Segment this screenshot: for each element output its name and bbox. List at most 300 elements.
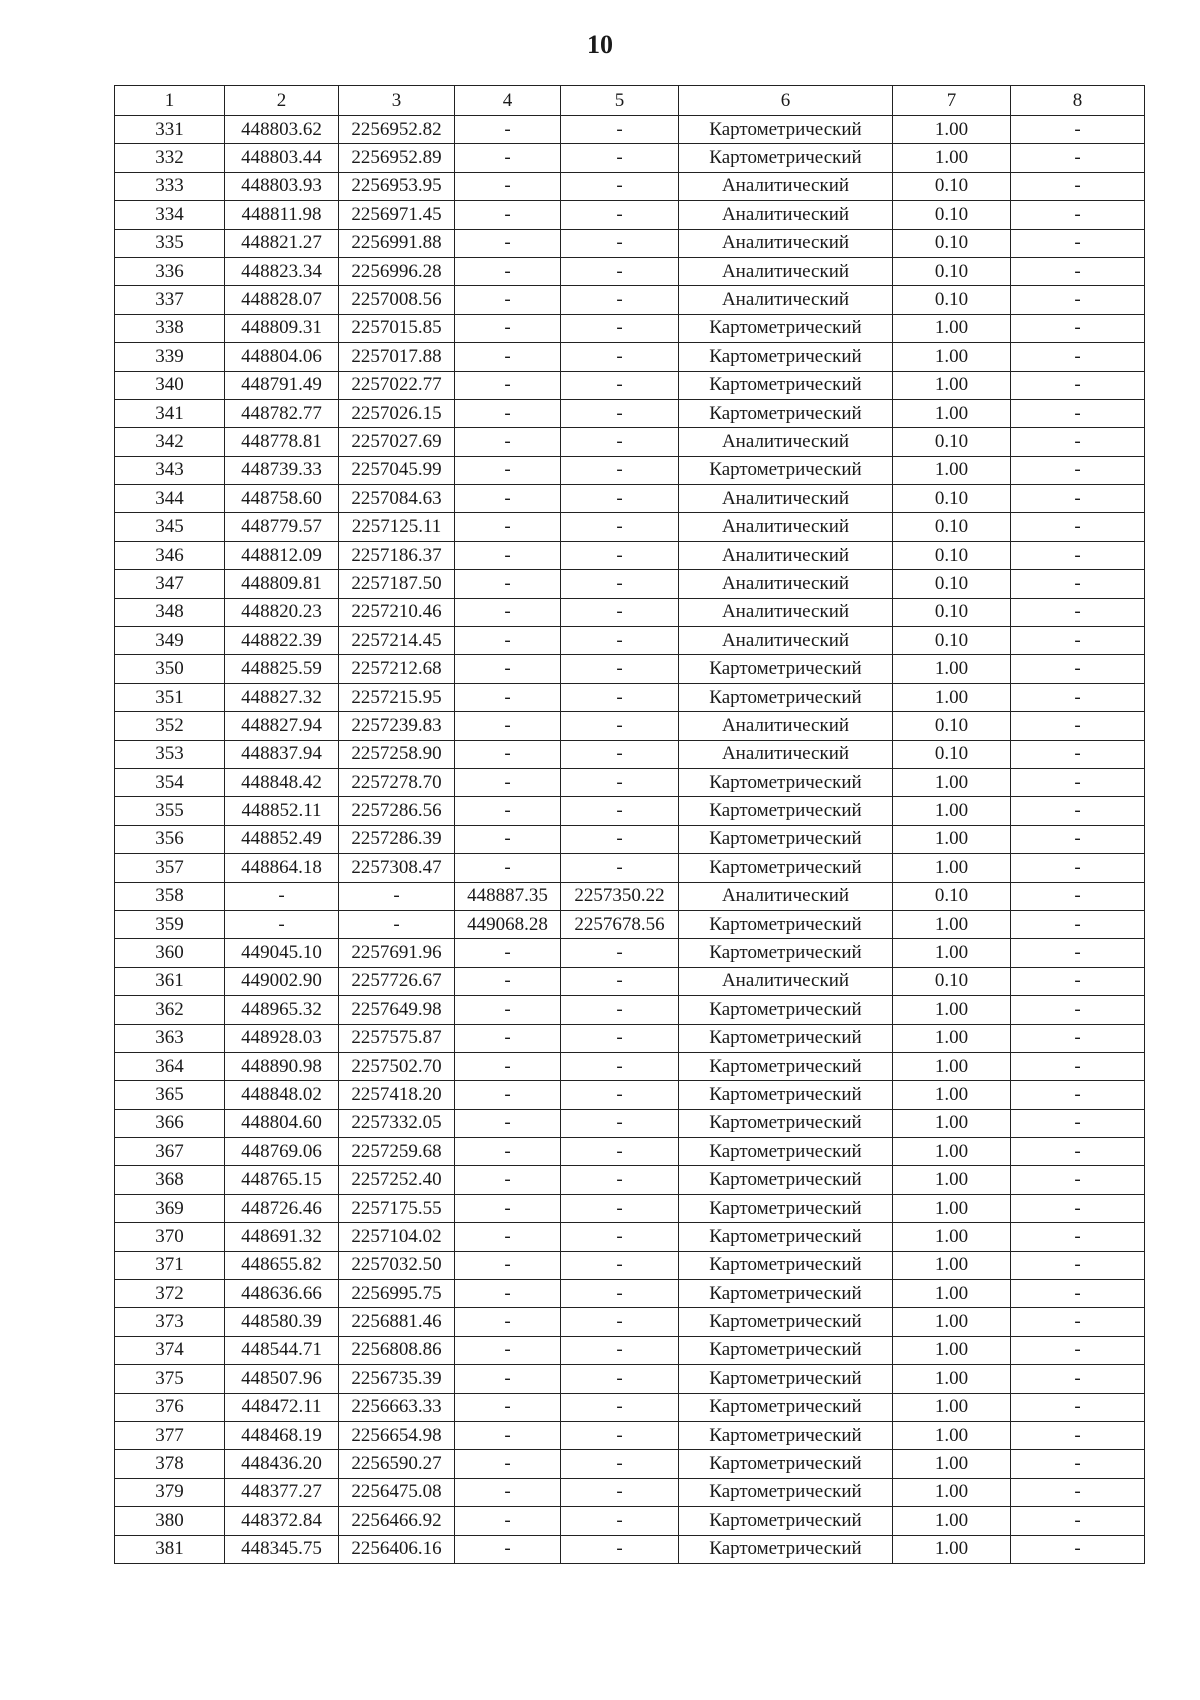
accuracy-cell: 1.00 [893,1024,1011,1052]
y-prev-coordinate-cell: - [561,1109,679,1137]
x-coordinate-cell: 448822.39 [225,627,339,655]
method-cell: Картометрический [679,1280,893,1308]
accuracy-cell: 1.00 [893,825,1011,853]
description-cell: - [1011,1052,1145,1080]
point-number-cell: 335 [115,229,225,257]
method-cell: Аналитический [679,598,893,626]
y-prev-coordinate-cell: - [561,825,679,853]
method-cell: Картометрический [679,1308,893,1336]
x-prev-coordinate-cell: - [455,314,561,342]
accuracy-cell: 1.00 [893,1081,1011,1109]
point-number-cell: 381 [115,1535,225,1563]
accuracy-cell: 1.00 [893,343,1011,371]
y-coordinate-cell: 2257286.56 [339,797,455,825]
x-prev-coordinate-cell: - [455,825,561,853]
x-prev-coordinate-cell: - [455,939,561,967]
x-prev-coordinate-cell: - [455,116,561,144]
description-cell: - [1011,1421,1145,1449]
method-cell: Картометрический [679,910,893,938]
table-row [115,1280,1145,1308]
x-coordinate-cell: 448809.81 [225,570,339,598]
table-row [115,1223,1145,1251]
table-row [115,712,1145,740]
x-coordinate-cell: 448377.27 [225,1478,339,1506]
method-cell: Картометрический [679,1166,893,1194]
y-coordinate-cell: 2256663.33 [339,1393,455,1421]
x-prev-coordinate-cell: - [455,1365,561,1393]
y-prev-coordinate-cell: - [561,627,679,655]
point-number-cell: 367 [115,1138,225,1166]
accuracy-cell: 0.10 [893,570,1011,598]
point-number-cell: 355 [115,797,225,825]
table-row [115,996,1145,1024]
accuracy-cell: 0.10 [893,598,1011,626]
x-coordinate-cell: 448655.82 [225,1251,339,1279]
x-coordinate-cell: 448507.96 [225,1365,339,1393]
method-cell: Картометрический [679,1535,893,1563]
point-number-cell: 364 [115,1052,225,1080]
description-cell: - [1011,513,1145,541]
x-coordinate-cell: 448811.98 [225,201,339,229]
x-prev-coordinate-cell: - [455,996,561,1024]
method-cell: Картометрический [679,1052,893,1080]
x-prev-coordinate-cell: - [455,201,561,229]
y-coordinate-cell: 2257187.50 [339,570,455,598]
description-cell: - [1011,343,1145,371]
y-coordinate-cell: 2257278.70 [339,768,455,796]
accuracy-cell: 1.00 [893,1535,1011,1563]
x-coordinate-cell: 448827.32 [225,683,339,711]
y-coordinate-cell: 2257210.46 [339,598,455,626]
point-number-cell: 369 [115,1194,225,1222]
description-cell: - [1011,1393,1145,1421]
description-cell: - [1011,996,1145,1024]
method-cell: Аналитический [679,257,893,285]
x-prev-coordinate-cell: - [455,1024,561,1052]
y-coordinate-cell: 2256991.88 [339,229,455,257]
x-prev-coordinate-cell: - [455,428,561,456]
y-prev-coordinate-cell: - [561,1081,679,1109]
y-prev-coordinate-cell: - [561,854,679,882]
x-coordinate-cell: 448803.44 [225,144,339,172]
x-coordinate-cell: 448828.07 [225,286,339,314]
header-cell-8: 8 [1011,86,1145,116]
y-coordinate-cell: 2257017.88 [339,343,455,371]
table-row [115,1535,1145,1563]
y-prev-coordinate-cell: - [561,1365,679,1393]
y-coordinate-cell: 2256406.16 [339,1535,455,1563]
point-number-cell: 380 [115,1507,225,1535]
y-prev-coordinate-cell: - [561,1336,679,1364]
x-coordinate-cell: 448848.02 [225,1081,339,1109]
x-coordinate-cell: 448791.49 [225,371,339,399]
table-row [115,768,1145,796]
x-coordinate-cell: 448820.23 [225,598,339,626]
table-row [115,257,1145,285]
x-coordinate-cell: 448472.11 [225,1393,339,1421]
header-cell-2: 2 [225,86,339,116]
table-row [115,1138,1145,1166]
x-coordinate-cell: 448821.27 [225,229,339,257]
x-coordinate-cell: 448769.06 [225,1138,339,1166]
x-prev-coordinate-cell: - [455,1052,561,1080]
point-number-cell: 360 [115,939,225,967]
accuracy-cell: 1.00 [893,1194,1011,1222]
y-prev-coordinate-cell: - [561,201,679,229]
y-prev-coordinate-cell: - [561,257,679,285]
accuracy-cell: 0.10 [893,229,1011,257]
point-number-cell: 361 [115,967,225,995]
x-prev-coordinate-cell: - [455,740,561,768]
x-coordinate-cell: 448837.94 [225,740,339,768]
point-number-cell: 340 [115,371,225,399]
x-coordinate-cell: 448636.66 [225,1280,339,1308]
method-cell: Картометрический [679,144,893,172]
x-prev-coordinate-cell: 449068.28 [455,910,561,938]
method-cell: Картометрический [679,996,893,1024]
description-cell: - [1011,1251,1145,1279]
accuracy-cell: 1.00 [893,1393,1011,1421]
point-number-cell: 359 [115,910,225,938]
y-prev-coordinate-cell: - [561,428,679,456]
method-cell: Картометрический [679,1450,893,1478]
x-coordinate-cell: 448928.03 [225,1024,339,1052]
method-cell: Картометрический [679,655,893,683]
method-cell: Аналитический [679,570,893,598]
point-number-cell: 334 [115,201,225,229]
accuracy-cell: 1.00 [893,1336,1011,1364]
x-coordinate-cell: 448890.98 [225,1052,339,1080]
y-coordinate-cell: 2257008.56 [339,286,455,314]
point-number-cell: 357 [115,854,225,882]
x-prev-coordinate-cell: - [455,1280,561,1308]
point-number-cell: 378 [115,1450,225,1478]
point-number-cell: 371 [115,1251,225,1279]
y-coordinate-cell: 2257239.83 [339,712,455,740]
x-prev-coordinate-cell: - [455,570,561,598]
x-prev-coordinate-cell: 448887.35 [455,882,561,910]
description-cell: - [1011,456,1145,484]
table-row [115,172,1145,200]
y-coordinate-cell: - [339,910,455,938]
accuracy-cell: 1.00 [893,655,1011,683]
description-cell: - [1011,768,1145,796]
method-cell: Картометрический [679,399,893,427]
y-coordinate-cell: 2257084.63 [339,485,455,513]
point-number-cell: 342 [115,428,225,456]
method-cell: Картометрический [679,939,893,967]
x-prev-coordinate-cell: - [455,967,561,995]
table-row [115,513,1145,541]
x-coordinate-cell: 448765.15 [225,1166,339,1194]
x-coordinate-cell: 448778.81 [225,428,339,456]
x-prev-coordinate-cell: - [455,1109,561,1137]
x-prev-coordinate-cell: - [455,229,561,257]
method-cell: Картометрический [679,456,893,484]
y-coordinate-cell: 2256952.89 [339,144,455,172]
y-coordinate-cell: 2257418.20 [339,1081,455,1109]
method-cell: Картометрический [679,1194,893,1222]
point-number-cell: 379 [115,1478,225,1506]
description-cell: - [1011,229,1145,257]
x-prev-coordinate-cell: - [455,1507,561,1535]
header-cell-6: 6 [679,86,893,116]
method-cell: Картометрический [679,797,893,825]
y-coordinate-cell: 2256953.95 [339,172,455,200]
description-cell: - [1011,1280,1145,1308]
point-number-cell: 332 [115,144,225,172]
point-number-cell: 338 [115,314,225,342]
description-cell: - [1011,116,1145,144]
y-prev-coordinate-cell: - [561,1223,679,1251]
y-coordinate-cell: 2256881.46 [339,1308,455,1336]
table-row [115,740,1145,768]
table-row [115,1052,1145,1080]
table-row [115,570,1145,598]
accuracy-cell: 1.00 [893,683,1011,711]
table-row [115,1478,1145,1506]
description-cell: - [1011,399,1145,427]
point-number-cell: 358 [115,882,225,910]
method-cell: Картометрический [679,1223,893,1251]
y-prev-coordinate-cell: - [561,1478,679,1506]
y-coordinate-cell: - [339,882,455,910]
y-prev-coordinate-cell: - [561,1308,679,1336]
y-prev-coordinate-cell: - [561,683,679,711]
y-prev-coordinate-cell: - [561,996,679,1024]
x-coordinate-cell: 448864.18 [225,854,339,882]
coordinates-table [114,85,1145,1564]
y-prev-coordinate-cell: - [561,116,679,144]
description-cell: - [1011,655,1145,683]
point-number-cell: 331 [115,116,225,144]
y-coordinate-cell: 2257332.05 [339,1109,455,1137]
y-coordinate-cell: 2257104.02 [339,1223,455,1251]
method-cell: Аналитический [679,485,893,513]
description-cell: - [1011,939,1145,967]
y-prev-coordinate-cell: 2257350.22 [561,882,679,910]
accuracy-cell: 0.10 [893,286,1011,314]
method-cell: Картометрический [679,768,893,796]
table-row [115,1336,1145,1364]
method-cell: Картометрический [679,825,893,853]
description-cell: - [1011,712,1145,740]
description-cell: - [1011,1478,1145,1506]
description-cell: - [1011,257,1145,285]
y-prev-coordinate-cell: - [561,1421,679,1449]
accuracy-cell: 1.00 [893,314,1011,342]
accuracy-cell: 1.00 [893,797,1011,825]
accuracy-cell: 1.00 [893,1308,1011,1336]
x-prev-coordinate-cell: - [455,1478,561,1506]
y-coordinate-cell: 2257032.50 [339,1251,455,1279]
x-prev-coordinate-cell: - [455,144,561,172]
accuracy-cell: 1.00 [893,456,1011,484]
y-prev-coordinate-cell: - [561,1393,679,1421]
accuracy-cell: 1.00 [893,116,1011,144]
x-prev-coordinate-cell: - [455,1336,561,1364]
y-coordinate-cell: 2257502.70 [339,1052,455,1080]
x-prev-coordinate-cell: - [455,485,561,513]
method-cell: Картометрический [679,314,893,342]
y-prev-coordinate-cell: - [561,768,679,796]
y-coordinate-cell: 2257214.45 [339,627,455,655]
method-cell: Аналитический [679,229,893,257]
accuracy-cell: 1.00 [893,1450,1011,1478]
method-cell: Аналитический [679,740,893,768]
x-coordinate-cell: 448809.31 [225,314,339,342]
y-coordinate-cell: 2257259.68 [339,1138,455,1166]
accuracy-cell: 1.00 [893,1109,1011,1137]
table-row [115,371,1145,399]
x-coordinate-cell: 448852.49 [225,825,339,853]
y-prev-coordinate-cell: - [561,229,679,257]
point-number-cell: 356 [115,825,225,853]
y-prev-coordinate-cell: - [561,1138,679,1166]
point-number-cell: 349 [115,627,225,655]
accuracy-cell: 1.00 [893,1138,1011,1166]
x-prev-coordinate-cell: - [455,1166,561,1194]
table-row [115,1251,1145,1279]
accuracy-cell: 0.10 [893,967,1011,995]
x-coordinate-cell: 448345.75 [225,1535,339,1563]
method-cell: Аналитический [679,201,893,229]
description-cell: - [1011,910,1145,938]
table-row [115,627,1145,655]
accuracy-cell: 0.10 [893,712,1011,740]
y-prev-coordinate-cell: - [561,712,679,740]
point-number-cell: 375 [115,1365,225,1393]
header-cell-7: 7 [893,86,1011,116]
description-cell: - [1011,627,1145,655]
x-coordinate-cell: 448372.84 [225,1507,339,1535]
y-prev-coordinate-cell: - [561,172,679,200]
x-coordinate-cell: 448739.33 [225,456,339,484]
accuracy-cell: 0.10 [893,541,1011,569]
description-cell: - [1011,570,1145,598]
y-prev-coordinate-cell: - [561,456,679,484]
x-prev-coordinate-cell: - [455,1450,561,1478]
y-coordinate-cell: 2257691.96 [339,939,455,967]
method-cell: Аналитический [679,712,893,740]
accuracy-cell: 1.00 [893,144,1011,172]
y-prev-coordinate-cell: - [561,1024,679,1052]
y-coordinate-cell: 2256996.28 [339,257,455,285]
table-row [115,882,1145,910]
method-cell: Картометрический [679,1365,893,1393]
accuracy-cell: 0.10 [893,485,1011,513]
x-coordinate-cell: 448803.93 [225,172,339,200]
point-number-cell: 353 [115,740,225,768]
method-cell: Аналитический [679,627,893,655]
y-coordinate-cell: 2256952.82 [339,116,455,144]
description-cell: - [1011,1166,1145,1194]
description-cell: - [1011,314,1145,342]
method-cell: Картометрический [679,343,893,371]
y-coordinate-cell: 2257726.67 [339,967,455,995]
x-coordinate-cell: 449002.90 [225,967,339,995]
table-row [115,825,1145,853]
point-number-cell: 337 [115,286,225,314]
header-cell-1: 1 [115,86,225,116]
accuracy-cell: 0.10 [893,882,1011,910]
x-prev-coordinate-cell: - [455,343,561,371]
table-row [115,201,1145,229]
x-prev-coordinate-cell: - [455,1223,561,1251]
point-number-cell: 373 [115,1308,225,1336]
point-number-cell: 344 [115,485,225,513]
y-coordinate-cell: 2257015.85 [339,314,455,342]
method-cell: Картометрический [679,371,893,399]
y-coordinate-cell: 2257258.90 [339,740,455,768]
method-cell: Аналитический [679,286,893,314]
y-coordinate-cell: 2257286.39 [339,825,455,853]
y-prev-coordinate-cell: - [561,1166,679,1194]
y-coordinate-cell: 2257125.11 [339,513,455,541]
accuracy-cell: 1.00 [893,854,1011,882]
point-number-cell: 343 [115,456,225,484]
x-prev-coordinate-cell: - [455,598,561,626]
y-coordinate-cell: 2256735.39 [339,1365,455,1393]
description-cell: - [1011,1365,1145,1393]
description-cell: - [1011,1450,1145,1478]
x-coordinate-cell: 448825.59 [225,655,339,683]
description-cell: - [1011,854,1145,882]
accuracy-cell: 0.10 [893,201,1011,229]
table-row [115,1166,1145,1194]
accuracy-cell: 0.10 [893,513,1011,541]
point-number-cell: 366 [115,1109,225,1137]
accuracy-cell: 1.00 [893,1478,1011,1506]
method-cell: Картометрический [679,116,893,144]
description-cell: - [1011,1336,1145,1364]
point-number-cell: 345 [115,513,225,541]
table-row [115,456,1145,484]
accuracy-cell: 1.00 [893,768,1011,796]
x-prev-coordinate-cell: - [455,371,561,399]
method-cell: Картометрический [679,1507,893,1535]
description-cell: - [1011,371,1145,399]
x-prev-coordinate-cell: - [455,1138,561,1166]
accuracy-cell: 1.00 [893,1052,1011,1080]
y-prev-coordinate-cell: - [561,1280,679,1308]
accuracy-cell: 1.00 [893,1280,1011,1308]
description-cell: - [1011,1109,1145,1137]
accuracy-cell: 1.00 [893,1421,1011,1449]
point-number-cell: 346 [115,541,225,569]
table-row [115,144,1145,172]
description-cell: - [1011,797,1145,825]
y-prev-coordinate-cell: - [561,399,679,427]
method-cell: Картометрический [679,1109,893,1137]
y-coordinate-cell: 2257175.55 [339,1194,455,1222]
point-number-cell: 370 [115,1223,225,1251]
description-cell: - [1011,683,1145,711]
table-row [115,286,1145,314]
y-prev-coordinate-cell: - [561,485,679,513]
method-cell: Картометрический [679,1393,893,1421]
accuracy-cell: 0.10 [893,172,1011,200]
method-cell: Картометрический [679,1024,893,1052]
point-number-cell: 348 [115,598,225,626]
method-cell: Аналитический [679,967,893,995]
x-coordinate-cell: 448848.42 [225,768,339,796]
accuracy-cell: 1.00 [893,1365,1011,1393]
y-coordinate-cell: 2257026.15 [339,399,455,427]
x-coordinate-cell: - [225,910,339,938]
method-cell: Аналитический [679,541,893,569]
point-number-cell: 377 [115,1421,225,1449]
